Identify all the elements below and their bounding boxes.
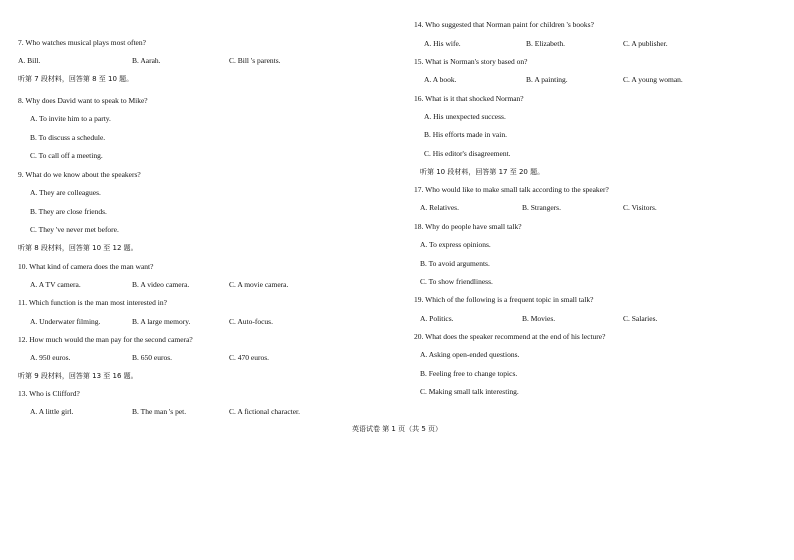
option-16c: C. His editor's disagreement.: [424, 149, 511, 158]
option-16b: B. His efforts made in vain.: [424, 130, 507, 139]
section-heading-7: 听第 7 段材料，回答第 8 至 10 题。: [18, 75, 134, 83]
section-heading-8: 听第 8 段材料，回答第 10 至 12 题。: [18, 244, 138, 252]
option-8a: A. To invite him to a party.: [30, 114, 111, 123]
option-14c: C. A publisher.: [623, 39, 668, 48]
option-15b: B. A painting.: [526, 75, 568, 84]
option-20b: B. Feeling free to change topics.: [420, 369, 518, 378]
option-15a: A. A book.: [424, 75, 457, 84]
option-7c: C. Bill 's parents.: [229, 56, 281, 65]
option-9a: A. They are colleagues.: [30, 188, 101, 197]
question-11: 11. Which function is the man most interested in?: [18, 298, 167, 307]
option-17c: C. Visitors.: [623, 203, 657, 212]
option-19b: B. Movies.: [522, 314, 556, 323]
option-18b: B. To avoid arguments.: [420, 259, 490, 268]
question-9: 9. What do we know about the speakers?: [18, 170, 141, 179]
section-heading-9: 听第 9 段材料，回答第 13 至 16 题。: [18, 372, 138, 380]
option-13a: A. A little girl.: [30, 407, 74, 416]
question-19: 19. Which of the following is a frequent topic in small talk?: [414, 295, 594, 304]
option-11c: C. Auto-focus.: [229, 317, 273, 326]
option-15c: C. A young woman.: [623, 75, 683, 84]
question-18: 18. Why do people have small talk?: [414, 222, 522, 231]
question-20: 20. What does the speaker recommend at the end of his lecture?: [414, 332, 606, 341]
option-10c: C. A movie camera.: [229, 280, 289, 289]
option-10a: A. A TV camera.: [30, 280, 81, 289]
option-14a: A. His wife.: [424, 39, 461, 48]
page-footer: 英语试卷 第 1 页（共 5 页）: [351, 425, 443, 433]
option-12c: C. 470 euros.: [229, 353, 269, 362]
question-12: 12. How much would the man pay for the second camera?: [18, 335, 193, 344]
option-12b: B. 650 euros.: [132, 353, 172, 362]
option-19c: C. Salaries.: [623, 314, 658, 323]
option-16a: A. His unexpected success.: [424, 112, 506, 121]
option-18c: C. To show friendliness.: [420, 277, 493, 286]
section-heading-10: 听第 10 段材料，回答第 17 至 20 题。: [420, 168, 545, 176]
option-8c: C. To call off a meeting.: [30, 151, 103, 160]
option-20c: C. Making small talk interesting.: [420, 387, 519, 396]
question-14: 14. Who suggested that Norman paint for children 's books?: [414, 20, 594, 29]
question-10: 10. What kind of camera does the man want?: [18, 262, 154, 271]
option-13c: C. A fictional character.: [229, 407, 301, 416]
question-13: 13. Who is Clifford?: [18, 389, 80, 398]
option-9c: C. They 've never met before.: [30, 225, 119, 234]
option-8b: B. To discuss a schedule.: [30, 133, 106, 142]
option-7a: A. Bill.: [18, 56, 41, 65]
question-8: 8. Why does David want to speak to Mike?: [18, 96, 148, 105]
question-16: 16. What is it that shocked Norman?: [414, 94, 524, 103]
question-15: 15. What is Norman's story based on?: [414, 57, 528, 66]
option-17b: B. Strangers.: [522, 203, 561, 212]
option-10b: B. A video camera.: [132, 280, 190, 289]
option-11b: B. A large memory.: [132, 317, 191, 326]
question-7: 7. Who watches musical plays most often?: [18, 38, 146, 47]
option-7b: B. Aarah.: [132, 56, 161, 65]
option-19a: A. Politics.: [420, 314, 454, 323]
option-12a: A. 950 euros.: [30, 353, 71, 362]
option-9b: B. They are close friends.: [30, 207, 107, 216]
question-17: 17. Who would like to make small talk according to the speaker?: [414, 185, 609, 194]
option-13b: B. The man 's pet.: [132, 407, 187, 416]
option-18a: A. To express opinions.: [420, 240, 491, 249]
option-20a: A. Asking open-ended questions.: [420, 350, 520, 359]
option-17a: A. Relatives.: [420, 203, 459, 212]
option-14b: B. Elizabeth.: [526, 39, 565, 48]
option-11a: A. Underwater filming.: [30, 317, 101, 326]
